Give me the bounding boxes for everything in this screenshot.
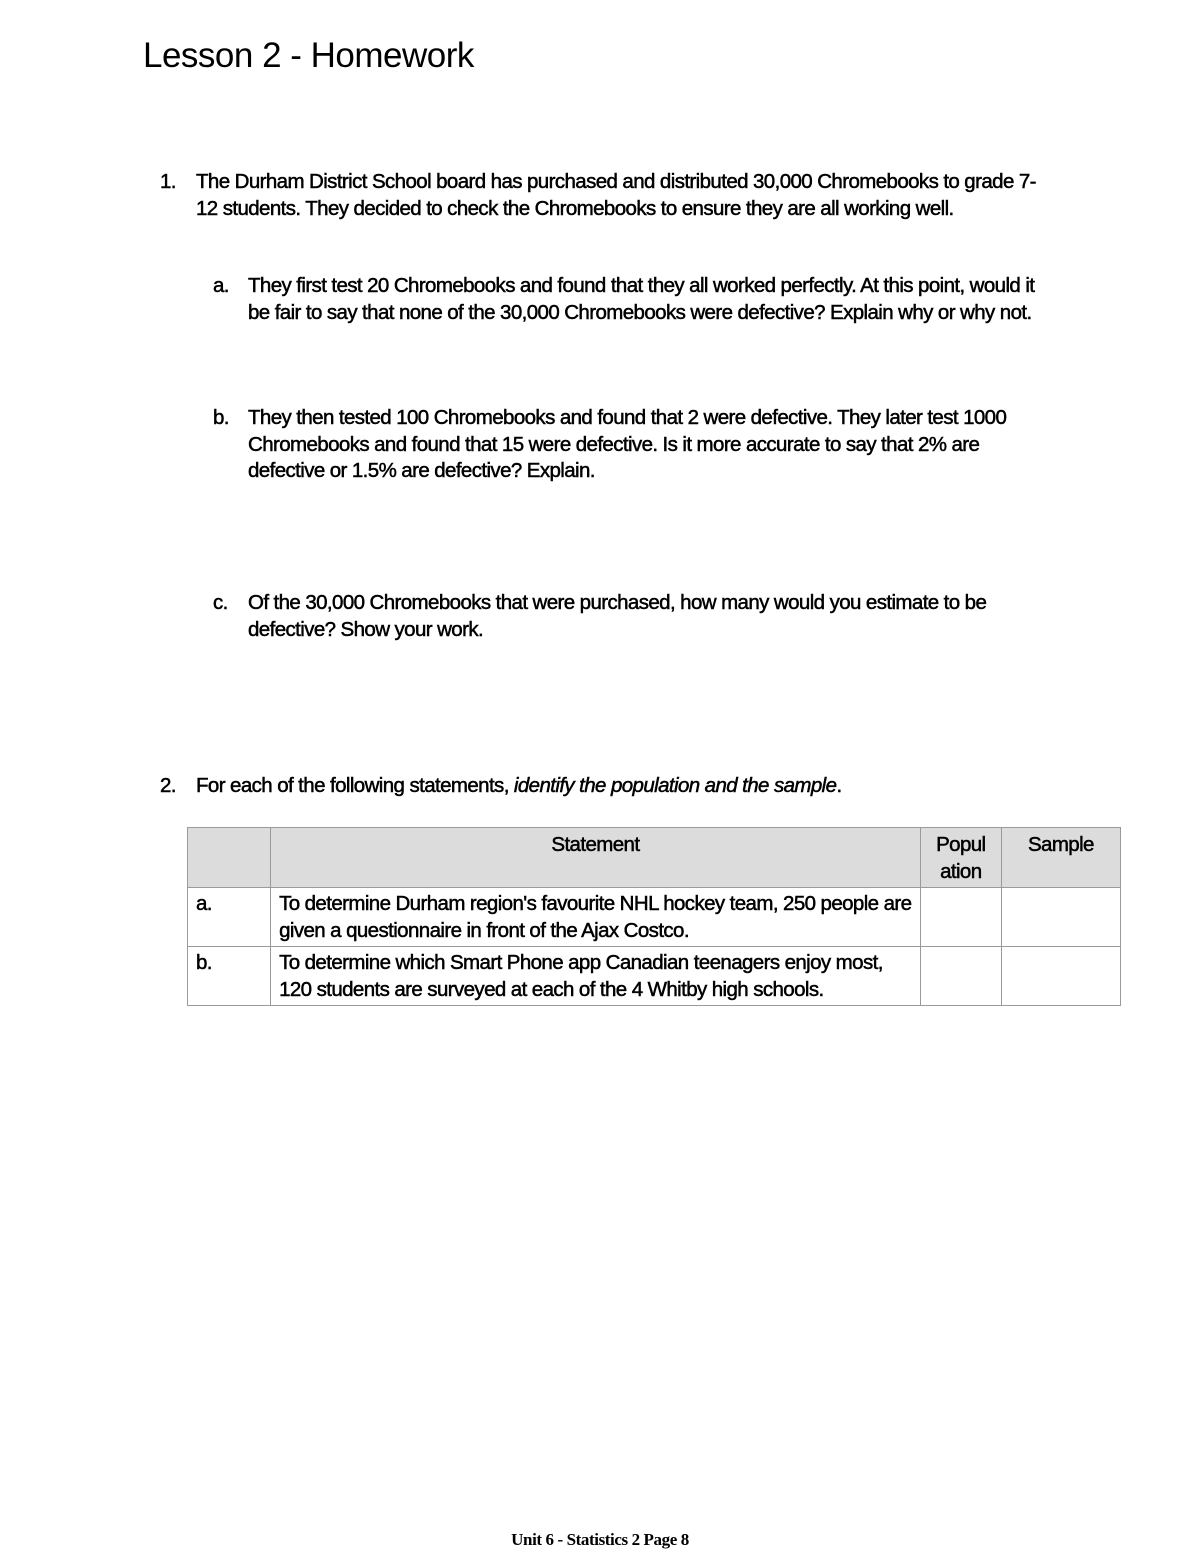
population-sample-table xyxy=(187,827,1121,1006)
part-text: They first test 20 Chromebooks and found that they all worked perfectly. At this point, would it be fair to say that none of the 30,000 Chromebooks were defective? Explain why or why not. xyxy=(248,274,1035,324)
part-label: c. xyxy=(213,591,228,614)
page-title: Lesson 2 - Homework xyxy=(143,36,474,75)
question-number: 2. xyxy=(160,774,176,797)
row-label: a. xyxy=(188,888,271,947)
question-text-end: . xyxy=(836,774,842,797)
population-answer-cell[interactable] xyxy=(920,888,1001,947)
row-statement: To determine Durham region's favourite NHL hockey team, 250 people are given a questionnaire in front of the Ajax Costco. xyxy=(271,888,921,947)
question-2 xyxy=(160,773,1060,800)
question-1 xyxy=(160,169,1040,222)
question-1b xyxy=(213,405,1043,485)
sample-answer-cell[interactable] xyxy=(1001,888,1120,947)
row-label: b. xyxy=(188,947,271,1006)
population-answer-cell[interactable] xyxy=(920,947,1001,1006)
part-text: They then tested 100 Chromebooks and found that 2 were defective. They later test 1000 Chromebooks and found that 15 were defective. Is it more accurate to say that 2% are defective or 1.5% are defective? Explain. xyxy=(248,406,1007,482)
question-text xyxy=(196,773,1056,800)
question-number: 1. xyxy=(160,170,176,193)
header-population: Popul ation xyxy=(920,828,1001,888)
header-statement: Statement xyxy=(271,828,921,888)
table-row xyxy=(188,947,1121,1006)
question-text-lead: For each of the following statements, xyxy=(196,774,514,797)
question-instruction: identify the population and the sample xyxy=(513,774,837,797)
row-statement: To determine which Smart Phone app Canadian teenagers enjoy most, 120 students are surveyed at each of the 4 Whitby high schools. xyxy=(271,947,921,1006)
part-text: Of the 30,000 Chromebooks that were purchased, how many would you estimate to be defective? Show your work. xyxy=(248,591,987,641)
sample-answer-cell[interactable] xyxy=(1001,947,1120,1006)
table-header-row xyxy=(188,828,1121,888)
table-row xyxy=(188,888,1121,947)
question-1a xyxy=(213,273,1043,326)
part-label: b. xyxy=(213,406,229,429)
page-footer: Unit 6 - Statistics 2 Page 8 xyxy=(511,1530,689,1549)
header-label-cell xyxy=(188,828,271,888)
question-text: The Durham District School board has purchased and distributed 30,000 Chromebooks to grade 7-12 students. They decided to check the Chromebooks to ensure they are all working well. xyxy=(196,170,1036,220)
question-1c xyxy=(213,590,1043,643)
header-sample: Sample xyxy=(1001,828,1120,888)
part-label: a. xyxy=(213,274,229,297)
